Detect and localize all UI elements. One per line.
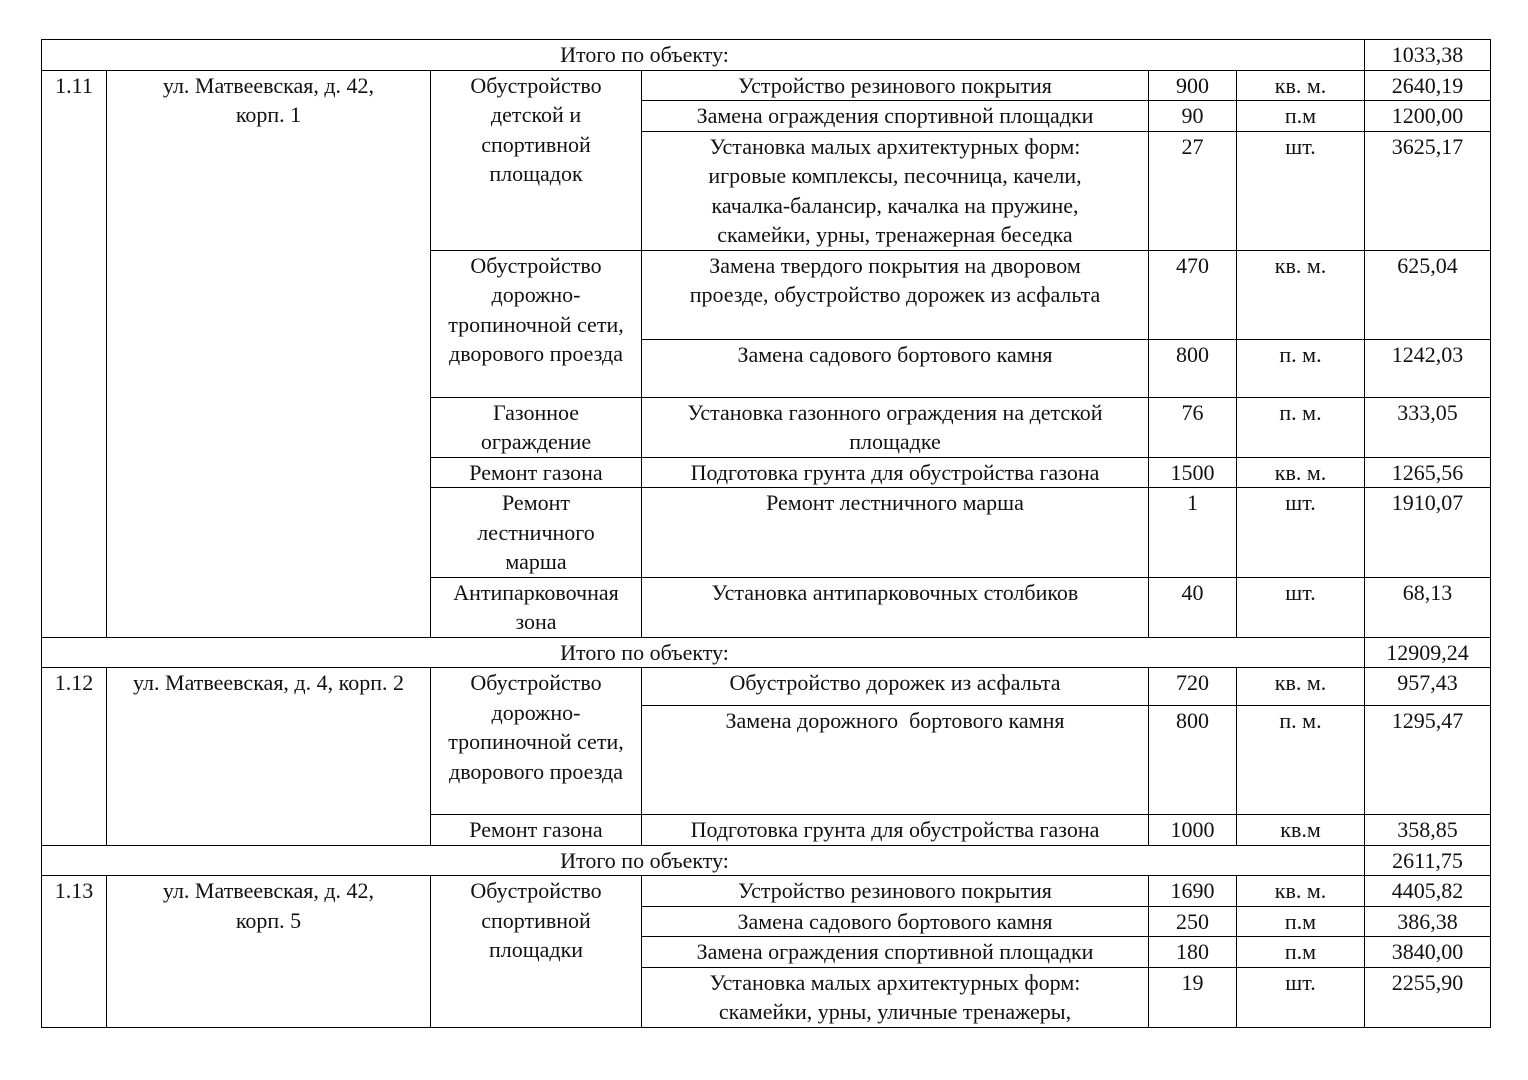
total-sum: 12909,24 [1365, 637, 1491, 668]
object-total-row [42, 40, 1491, 71]
quantity: 720 [1149, 668, 1237, 706]
quantity: 19 [1149, 967, 1237, 1027]
quantity: 76 [1149, 397, 1237, 457]
quantity: 250 [1149, 906, 1237, 937]
quantity: 1690 [1149, 876, 1237, 907]
work-description: Устройство резинового покрытия [642, 70, 1149, 101]
unit: шт. [1237, 967, 1365, 1027]
work-category: Антипарковочная зона [431, 577, 642, 637]
quantity: 800 [1149, 706, 1237, 815]
work-description: Замена ограждения спортивной площадки [642, 937, 1149, 968]
work-description: Подготовка грунта для обустройства газона [642, 457, 1149, 488]
table-row [42, 876, 1491, 907]
unit: п.м [1237, 937, 1365, 968]
quantity: 180 [1149, 937, 1237, 968]
cost: 957,43 [1365, 668, 1491, 706]
object-number: 1.12 [42, 668, 107, 846]
work-category: Ремонт газона [431, 457, 642, 488]
cost: 68,13 [1365, 577, 1491, 637]
work-description: Установка антипарковочных столбиков [642, 577, 1149, 637]
work-category: Обустройство детской и спортивной площадок [431, 70, 642, 250]
total-label: Итого по объекту: [42, 637, 1365, 668]
cost: 625,04 [1365, 250, 1491, 339]
work-category: Ремонт лестничного марша [431, 488, 642, 578]
cost: 1265,56 [1365, 457, 1491, 488]
object-address: ул. Матвеевская, д. 42, корп. 5 [107, 876, 431, 1028]
unit: п. м. [1237, 397, 1365, 457]
work-description: Замена ограждения спортивной площадки [642, 101, 1149, 132]
work-category: Ремонт газона [431, 815, 642, 846]
work-description: Установка малых архитектурных форм: скамейки, урны, уличные тренажеры, [642, 967, 1149, 1027]
quantity: 1500 [1149, 457, 1237, 488]
quantity: 1000 [1149, 815, 1237, 846]
work-description: Замена садового бортового камня [642, 906, 1149, 937]
quantity: 40 [1149, 577, 1237, 637]
total-label: Итого по объекту: [42, 845, 1365, 876]
unit: п. м. [1237, 706, 1365, 815]
unit: кв. м. [1237, 668, 1365, 706]
work-category: Обустройство спортивной площадки [431, 876, 642, 1028]
cost: 1242,03 [1365, 339, 1491, 397]
unit: кв. м. [1237, 457, 1365, 488]
unit: кв. м. [1237, 250, 1365, 339]
work-description: Замена твердого покрытия на дворовом проезде, обустройство дорожек из асфальта [642, 250, 1149, 339]
quantity: 800 [1149, 339, 1237, 397]
table-row [42, 70, 1491, 101]
cost: 2640,19 [1365, 70, 1491, 101]
quantity: 900 [1149, 70, 1237, 101]
total-label: Итого по объекту: [42, 40, 1365, 71]
object-number: 1.11 [42, 70, 107, 637]
work-description: Установка газонного ограждения на детской площадке [642, 397, 1149, 457]
cost: 333,05 [1365, 397, 1491, 457]
work-description: Ремонт лестничного марша [642, 488, 1149, 578]
unit: шт. [1237, 131, 1365, 250]
work-description: Замена садового бортового камня [642, 339, 1149, 397]
work-category: Обустройство дорожно-тропиночной сети, дворового проезда [431, 250, 642, 397]
cost: 1295,47 [1365, 706, 1491, 815]
total-sum: 2611,75 [1365, 845, 1491, 876]
cost: 386,38 [1365, 906, 1491, 937]
cost: 358,85 [1365, 815, 1491, 846]
quantity: 470 [1149, 250, 1237, 339]
cost: 3625,17 [1365, 131, 1491, 250]
work-description: Устройство резинового покрытия [642, 876, 1149, 907]
object-number: 1.13 [42, 876, 107, 1028]
unit: кв. м. [1237, 70, 1365, 101]
cost: 2255,90 [1365, 967, 1491, 1027]
cost: 3840,00 [1365, 937, 1491, 968]
quantity: 1 [1149, 488, 1237, 578]
quantity: 90 [1149, 101, 1237, 132]
work-category: Обустройство дорожно-тропиночной сети, дворового проезда [431, 668, 642, 815]
object-address: ул. Матвеевская, д. 4, корп. 2 [107, 668, 431, 846]
cost: 4405,82 [1365, 876, 1491, 907]
object-address: ул. Матвеевская, д. 42, корп. 1 [107, 70, 431, 637]
work-description: Установка малых архитектурных форм: игровые комплексы, песочница, качели, качалка-балансир, качалка на пружине, скамейки, урны, тренажерная беседка [642, 131, 1149, 250]
unit: кв.м [1237, 815, 1365, 846]
cost: 1910,07 [1365, 488, 1491, 578]
work-description: Обустройство дорожек из асфальта [642, 668, 1149, 706]
unit: шт. [1237, 488, 1365, 578]
work-category: Газонное ограждение [431, 397, 642, 457]
object-total-row [42, 637, 1491, 668]
table-row [42, 668, 1491, 706]
unit: кв. м. [1237, 876, 1365, 907]
unit: шт. [1237, 577, 1365, 637]
unit: п.м [1237, 906, 1365, 937]
unit: п. м. [1237, 339, 1365, 397]
quantity: 27 [1149, 131, 1237, 250]
work-description: Подготовка грунта для обустройства газона [642, 815, 1149, 846]
works-table [41, 39, 1491, 1028]
unit: п.м [1237, 101, 1365, 132]
total-sum: 1033,38 [1365, 40, 1491, 71]
cost: 1200,00 [1365, 101, 1491, 132]
work-description: Замена дорожного бортового камня [642, 706, 1149, 815]
object-total-row [42, 845, 1491, 876]
